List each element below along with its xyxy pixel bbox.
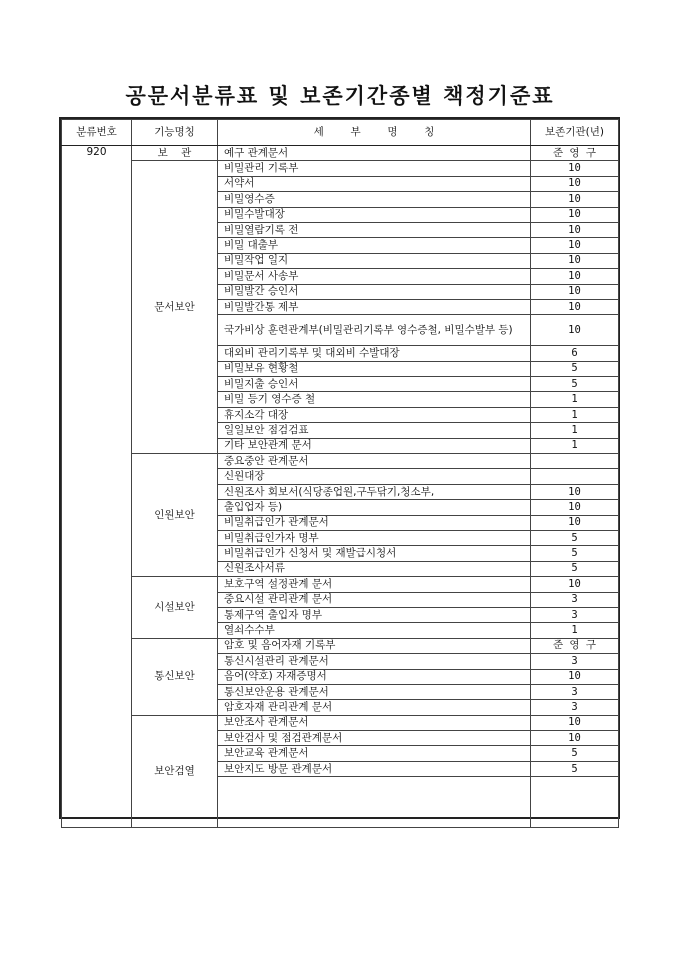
detail-name: 신원조사 회보서(식당종업원,구두닦기,청소부, bbox=[218, 484, 531, 499]
header-function: 기능명칭 bbox=[132, 120, 218, 146]
retention-period: 3 bbox=[531, 607, 619, 622]
retention-period: 10 bbox=[531, 284, 619, 299]
detail-name: 비밀문서 사송부 bbox=[218, 269, 531, 284]
classification-table bbox=[61, 119, 619, 828]
header-detail: 세 부 명 칭 bbox=[218, 120, 531, 146]
detail-name: 대외비 관리기록부 및 대외비 수발대장 bbox=[218, 346, 531, 361]
header-period: 보존기관(년) bbox=[531, 120, 619, 146]
detail-name: 보안조사 관계문서 bbox=[218, 715, 531, 730]
detail-name: 비밀영수증 bbox=[218, 192, 531, 207]
document-title: 공문서분류표 및 보존기간종별 책정기준표 bbox=[125, 83, 555, 108]
retention-period: 10 bbox=[531, 299, 619, 314]
function-name: 보 관 bbox=[132, 146, 218, 161]
detail-name: 보안검사 및 점검관계문서 bbox=[218, 731, 531, 746]
retention-period: 1 bbox=[531, 623, 619, 638]
detail-name: 암호 및 음어자재 기록부 bbox=[218, 638, 531, 653]
retention-period: 1 bbox=[531, 423, 619, 438]
retention-period: 10 bbox=[531, 315, 619, 346]
retention-period: 10 bbox=[531, 669, 619, 684]
retention-period: 3 bbox=[531, 700, 619, 715]
detail-name: 통신시설관리 관계문서 bbox=[218, 654, 531, 669]
detail-name: 통신보안운용 관계문서 bbox=[218, 684, 531, 699]
retention-period: 10 bbox=[531, 253, 619, 268]
detail-name: 암호자재 관리관계 문서 bbox=[218, 700, 531, 715]
retention-period: 5 bbox=[531, 530, 619, 545]
detail-name: 비밀관리 기록부 bbox=[218, 161, 531, 176]
retention-period: 5 bbox=[531, 546, 619, 561]
detail-name: 음어(약호) 자재증명서 bbox=[218, 669, 531, 684]
retention-period: 5 bbox=[531, 761, 619, 776]
retention-period bbox=[531, 469, 619, 484]
retention-period: 10 bbox=[531, 500, 619, 515]
retention-period: 준 영 구 bbox=[531, 146, 619, 161]
retention-period: 10 bbox=[531, 577, 619, 592]
detail-name: 열쇠수수부 bbox=[218, 623, 531, 638]
detail-name: 비밀발간 승인서 bbox=[218, 284, 531, 299]
detail-name: 보안교육 관계문서 bbox=[218, 746, 531, 761]
retention-period: 1 bbox=[531, 407, 619, 422]
table-row bbox=[62, 577, 619, 592]
classification-code: 920 bbox=[62, 146, 132, 828]
detail-name: 국가비상 훈련관계부(비밀관리기록부 영수증철, 비밀수발부 등) bbox=[218, 315, 531, 346]
detail-name: 비밀취급인가 관계문서 bbox=[218, 515, 531, 530]
function-name: 문서보안 bbox=[132, 161, 218, 454]
blank-detail-cell bbox=[218, 777, 531, 828]
function-name: 시설보안 bbox=[132, 577, 218, 639]
detail-name: 서약서 bbox=[218, 176, 531, 191]
retention-period: 10 bbox=[531, 176, 619, 191]
detail-name: 비밀지출 승인서 bbox=[218, 377, 531, 392]
retention-period: 3 bbox=[531, 684, 619, 699]
retention-period: 10 bbox=[531, 192, 619, 207]
detail-name: 비밀 대출부 bbox=[218, 238, 531, 253]
retention-period: 10 bbox=[531, 238, 619, 253]
function-name: 보안검열 bbox=[132, 715, 218, 828]
detail-name: 일일보안 점검검표 bbox=[218, 423, 531, 438]
classification-table-frame bbox=[59, 117, 620, 819]
detail-name: 통제구역 출입자 명부 bbox=[218, 607, 531, 622]
detail-name: 보호구역 설정관계 문서 bbox=[218, 577, 531, 592]
detail-name: 휴지소각 대장 bbox=[218, 407, 531, 422]
header-code: 분류번호 bbox=[62, 120, 132, 146]
detail-name: 출입업자 등) bbox=[218, 500, 531, 515]
detail-name: 비밀 등기 영수증 철 bbox=[218, 392, 531, 407]
detail-name: 비밀취급인가자 명부 bbox=[218, 530, 531, 545]
detail-name: 비밀열람기록 전 bbox=[218, 222, 531, 237]
retention-period: 1 bbox=[531, 392, 619, 407]
detail-name: 중요시설 관리관계 문서 bbox=[218, 592, 531, 607]
retention-period: 10 bbox=[531, 731, 619, 746]
detail-name: 비밀취급인가 신청서 및 재발급시청서 bbox=[218, 546, 531, 561]
retention-period: 5 bbox=[531, 361, 619, 376]
retention-period: 1 bbox=[531, 438, 619, 453]
table-row bbox=[62, 638, 619, 653]
detail-name: 비밀보유 현황철 bbox=[218, 361, 531, 376]
function-name: 인원보안 bbox=[132, 454, 218, 577]
retention-period: 10 bbox=[531, 515, 619, 530]
detail-name: 중요중안 관계문서 bbox=[218, 454, 531, 469]
detail-name: 기타 보안관계 문서 bbox=[218, 438, 531, 453]
detail-name: 신원대장 bbox=[218, 469, 531, 484]
retention-period: 5 bbox=[531, 561, 619, 576]
detail-name: 신원조사서류 bbox=[218, 561, 531, 576]
table-row bbox=[62, 146, 619, 161]
retention-period: 준 영 구 bbox=[531, 638, 619, 653]
retention-period: 5 bbox=[531, 746, 619, 761]
table-header-row bbox=[62, 120, 619, 146]
blank-period-cell bbox=[531, 777, 619, 828]
retention-period: 10 bbox=[531, 715, 619, 730]
table-row bbox=[62, 454, 619, 469]
retention-period: 3 bbox=[531, 654, 619, 669]
retention-period: 10 bbox=[531, 222, 619, 237]
detail-name: 비밀작업 일지 bbox=[218, 253, 531, 268]
retention-period: 10 bbox=[531, 484, 619, 499]
detail-name: 비밀수발대장 bbox=[218, 207, 531, 222]
retention-period: 3 bbox=[531, 592, 619, 607]
retention-period: 10 bbox=[531, 207, 619, 222]
retention-period: 6 bbox=[531, 346, 619, 361]
retention-period: 10 bbox=[531, 161, 619, 176]
detail-name: 비밀발간통 제부 bbox=[218, 299, 531, 314]
retention-period: 10 bbox=[531, 269, 619, 284]
detail-name: 예구 관계문서 bbox=[218, 146, 531, 161]
table-row bbox=[62, 161, 619, 176]
table-row bbox=[62, 715, 619, 730]
detail-name: 보안지도 방문 관계문서 bbox=[218, 761, 531, 776]
function-name: 통신보안 bbox=[132, 638, 218, 715]
retention-period bbox=[531, 454, 619, 469]
retention-period: 5 bbox=[531, 377, 619, 392]
